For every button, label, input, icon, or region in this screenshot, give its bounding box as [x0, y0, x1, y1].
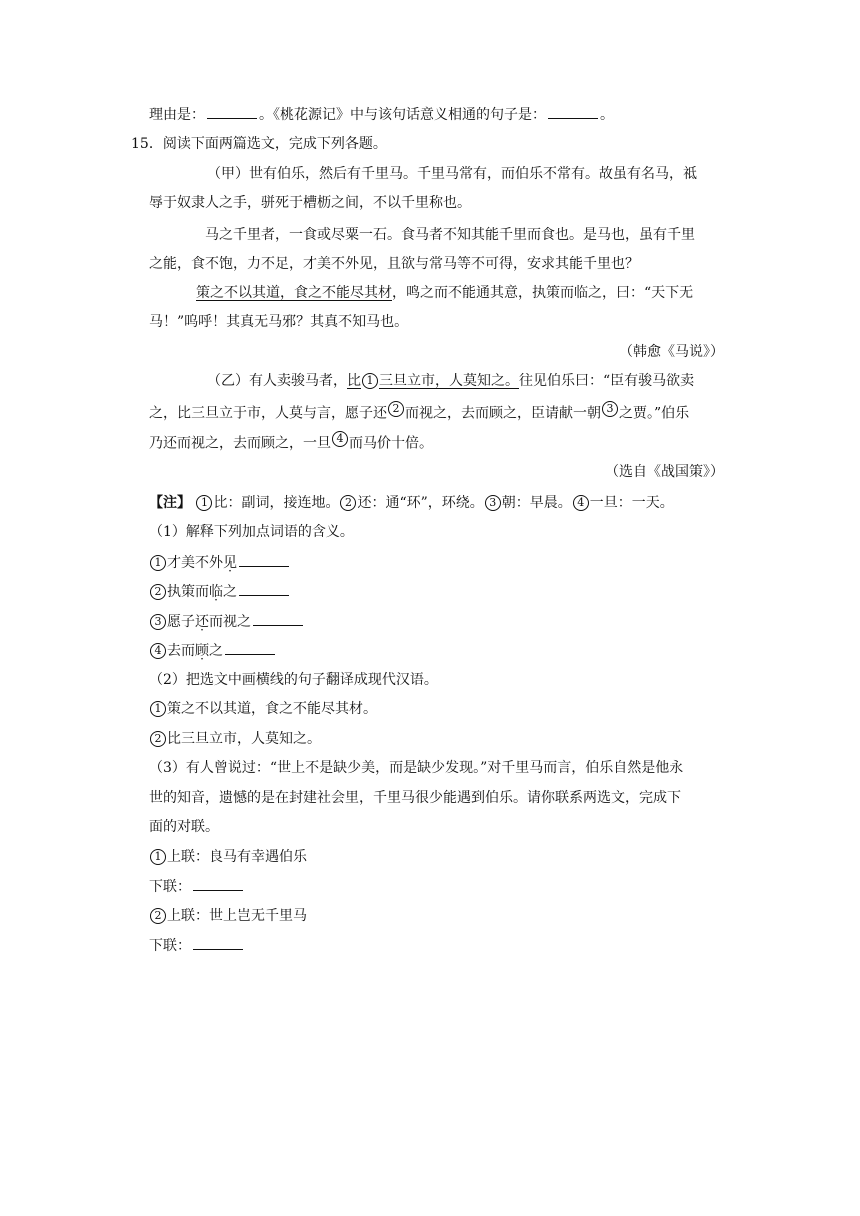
circled-number: 4 — [332, 431, 348, 447]
sub1-item-1: 1 才美不外见 — [149, 552, 291, 573]
couplet-2-upper: 2 上联：世上岂无千里马 — [149, 906, 307, 926]
couplet-2-lower: 下联： — [149, 935, 245, 956]
text: （乙）有人卖骏马者， — [207, 373, 347, 389]
circled-number: 2 — [340, 495, 356, 511]
underlined-sentence: 策之不以其道，食之不能尽其材 — [196, 285, 392, 301]
notes: 【注】 1 比：副词，接连地。 2 还：通“环”，环绕。 3 朝：早晨。 4 一旦：一天。 — [149, 495, 674, 511]
question-prompt: 阅读下面两篇选文，完成下列各题。 — [162, 136, 387, 152]
yi-source: （选自《战国策》） — [605, 464, 724, 480]
circled-number: 3 — [485, 495, 501, 511]
sub1-title: （1）解释下列加点词语的含义。 — [149, 524, 354, 540]
question-number: 15． — [131, 136, 163, 152]
couplet-1-lower: 下联： — [149, 876, 245, 897]
circled-number: 4 — [150, 643, 166, 659]
circled-number: 2 — [388, 401, 404, 417]
text: ，鸣之而不能通其意，执策而临之，曰：“天下无 — [392, 285, 694, 301]
jia-p3-line2: 马！”呜呼！其真无马邪？其真不知马也。 — [149, 314, 409, 330]
jia-p1-line1: （甲）世有伯乐，然后有千里马。千里马常有，而伯乐不常有。故虽有名马，祗 — [207, 166, 697, 182]
sub2-item-1: 1 策之不以其道，食之不能尽其材。 — [149, 699, 377, 719]
circled-number: 3 — [602, 401, 618, 417]
sub3-line2: 世的知音，遗憾的是在封建社会里，千里马很少能遇到伯乐。请你联系两选文，完成下 — [149, 790, 681, 806]
answer-blank[interactable] — [193, 935, 243, 950]
text: 往见伯乐曰：“臣有骏马欲卖 — [519, 373, 695, 389]
yi-line3: 乃还而视之，去而顾之，一旦 4 而马价十倍。 — [149, 432, 433, 452]
circled-number: 2 — [150, 908, 166, 924]
answer-blank[interactable] — [239, 581, 289, 596]
sub2-title: （2）把选文中画横线的句子翻译成现代汉语。 — [149, 672, 438, 688]
circled-number: 2 — [150, 584, 166, 600]
dotted-word: 临 — [209, 584, 223, 600]
circled-number: 3 — [150, 614, 166, 630]
dotted-word: 还 — [195, 614, 209, 630]
reason-line — [149, 104, 614, 125]
jia-p1-line2: 辱于奴隶人之手，骈死于槽枥之间，不以千里称也。 — [149, 195, 471, 211]
yi-line2: 之，比三旦立于市，人莫与言，愿子还 2 而视之，去而顾之，臣请献一朝 3 之贾。”伯乐 — [149, 402, 690, 422]
text: 。《桃花源记》中与该句话意义相通的句子是： — [259, 107, 546, 123]
sub3-line3: 面的对联。 — [149, 819, 219, 835]
answer-blank[interactable] — [225, 640, 275, 655]
jia-p3-line1 — [196, 283, 693, 303]
dotted-word: 见 — [223, 555, 237, 571]
text: 理由是： — [149, 107, 205, 123]
dotted-word: 顾 — [195, 643, 209, 659]
circled-number: 1 — [150, 555, 166, 571]
question-15-header — [131, 134, 387, 154]
circled-number: 1 — [362, 373, 378, 389]
answer-blank[interactable] — [193, 876, 243, 891]
sub1-item-3: 3 愿子还而视之 — [149, 611, 305, 632]
circled-number: 1 — [150, 701, 166, 717]
answer-blank[interactable] — [207, 104, 257, 119]
answer-blank[interactable] — [239, 552, 289, 567]
jia-p2-line1: 马之千里者，一食或尽粟一石。食马者不知其能千里而食也。是马也，虽有千里 — [205, 227, 695, 243]
sub1-item-4: 4 去而顾之 — [149, 640, 277, 661]
answer-blank[interactable] — [548, 104, 598, 119]
text: 。 — [600, 107, 614, 123]
sub3-line1: （3）有人曾说过：“世上不是缺少美，而是缺少发现。”对千里马而言，伯乐自然是他永 — [149, 760, 684, 776]
note-label: 【注】 — [149, 495, 191, 511]
underlined-sentence: 比 1 三旦立市，人莫知之。 — [347, 373, 519, 389]
jia-source: （韩愈《马说》） — [619, 344, 724, 360]
circled-number: 4 — [573, 495, 589, 511]
sub1-item-2: 2 执策而临之 — [149, 581, 291, 602]
couplet-1-upper: 1 上联：良马有幸遇伯乐 — [149, 847, 307, 867]
yi-line1 — [207, 371, 694, 391]
answer-blank[interactable] — [253, 611, 303, 626]
circled-number: 1 — [150, 849, 166, 865]
sub2-item-2: 2 比三旦立市，人莫知之。 — [149, 729, 321, 749]
circled-number: 1 — [196, 495, 212, 511]
jia-p2-line2: 之能，食不饱，力不足，才美不外见，且欲与常马等不可得，安求其能千里也？ — [149, 256, 639, 272]
circled-number: 2 — [150, 731, 166, 747]
